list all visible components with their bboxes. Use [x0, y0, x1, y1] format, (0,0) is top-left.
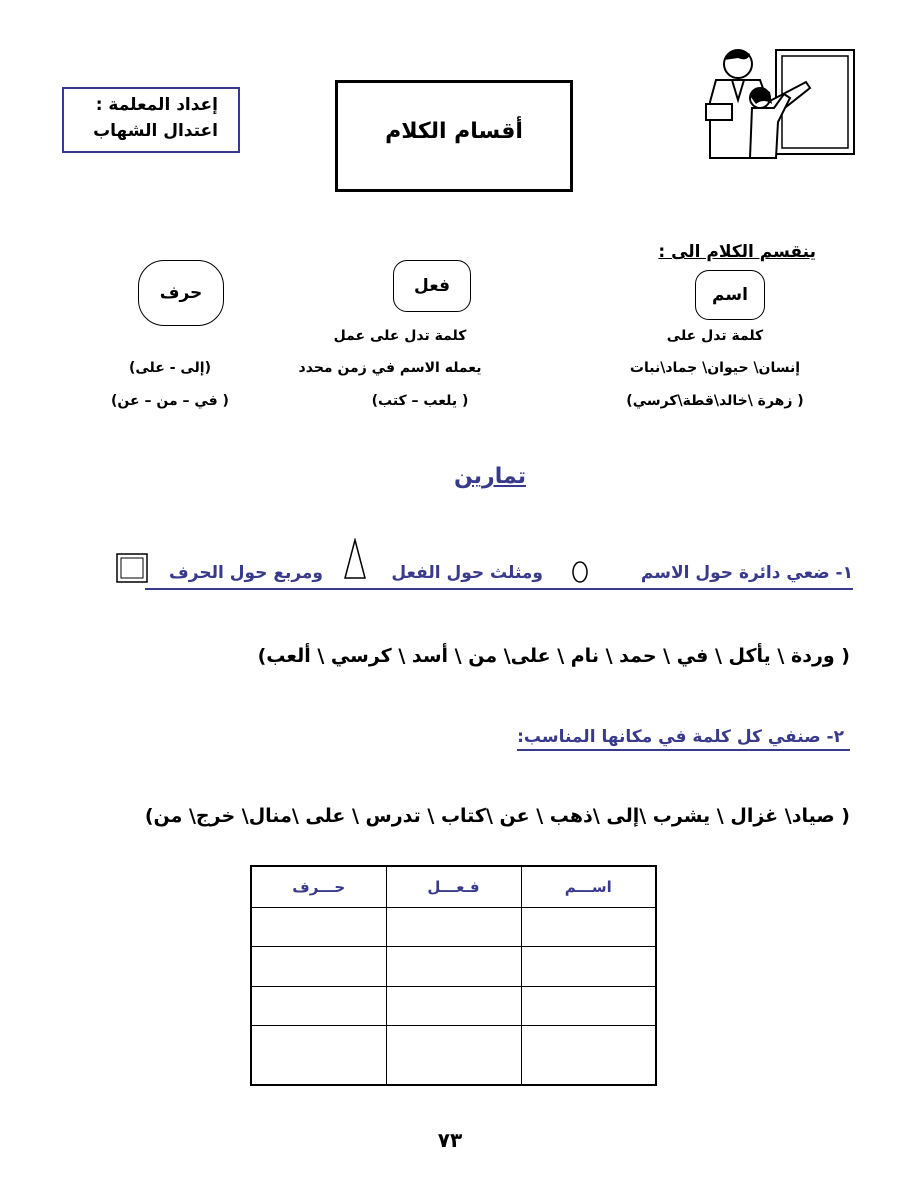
square-shape [115, 552, 149, 584]
table-row [251, 947, 656, 986]
table-cell[interactable] [251, 908, 386, 947]
table-cell[interactable] [386, 947, 521, 986]
q1-part3: ومربع حول الحرف [169, 563, 323, 583]
author-box [62, 87, 240, 153]
noun-def-2: إنسان\ حيوان\ جماد\نبات [629, 360, 801, 376]
verb-def-2: يعمله الاسم في زمن محدد [298, 360, 482, 376]
intro-text: ينقسم الكلام الى : [658, 242, 816, 262]
q1-line [145, 560, 853, 590]
particle-example: ( في – من – عن) [111, 393, 229, 409]
table-cell[interactable] [521, 1026, 656, 1085]
verb-label: فعل [393, 260, 471, 312]
author-line-1: إعداد المعلمة : [95, 95, 218, 115]
q1-words: ( وردة \ يأكل \ في \ حمد \ نام \ على\ من \ أسد \ كرسي \ ألعب) [257, 645, 850, 667]
table-cell[interactable] [251, 947, 386, 986]
teacher-student-illustration [688, 42, 860, 160]
table-cell[interactable] [386, 908, 521, 947]
verb-example: ( يلعب – كتب) [371, 393, 469, 409]
verb-def-1: كلمة تدل على عمل [333, 328, 467, 344]
q2-prompt: ٢- صنفي كل كلمة في مكانها المناسب: [517, 727, 850, 751]
header-verb: فـعـــل [386, 866, 521, 908]
table-cell[interactable] [521, 947, 656, 986]
particle-label: حرف [138, 260, 224, 326]
noun-def-1: كلمة تدل على [666, 328, 764, 344]
noun-label: اسم [695, 270, 765, 320]
table-row [251, 1026, 656, 1085]
header-particle: حـــرف [251, 866, 386, 908]
q1-part2: ومثلث حول الفعل [391, 563, 543, 583]
title-box [335, 80, 573, 192]
header-noun: اســـم [521, 866, 656, 908]
page-title: أقسام الكلام [385, 119, 523, 144]
table-cell[interactable] [386, 986, 521, 1025]
circle-shape [570, 560, 590, 584]
q2-words: ( صياد\ غزال \ يشرب \إلى \ذهب \ عن \كتاب \ تدرس \ على \منال\ خرج\ من) [144, 805, 850, 827]
noun-example: ( زهرة \خالد\قطة\كرسي) [626, 393, 804, 409]
table-cell[interactable] [386, 1026, 521, 1085]
table-header-row [251, 866, 656, 908]
author-line-2: اعتدال الشهاب [93, 121, 218, 141]
triangle-shape [343, 538, 367, 582]
table-cell[interactable] [251, 1026, 386, 1085]
table-row [251, 908, 656, 947]
table-cell[interactable] [521, 986, 656, 1025]
q1-part1: ١- ضعي دائرة حول الاسم [640, 563, 853, 583]
page-number: ٧٣ [437, 1128, 463, 1152]
classification-table [250, 865, 657, 1086]
particle-def-2: (إلى - على) [128, 360, 212, 376]
table-cell[interactable] [251, 986, 386, 1025]
table-row [251, 986, 656, 1025]
table-cell[interactable] [521, 908, 656, 947]
exercises-title: تمارين [454, 464, 526, 489]
